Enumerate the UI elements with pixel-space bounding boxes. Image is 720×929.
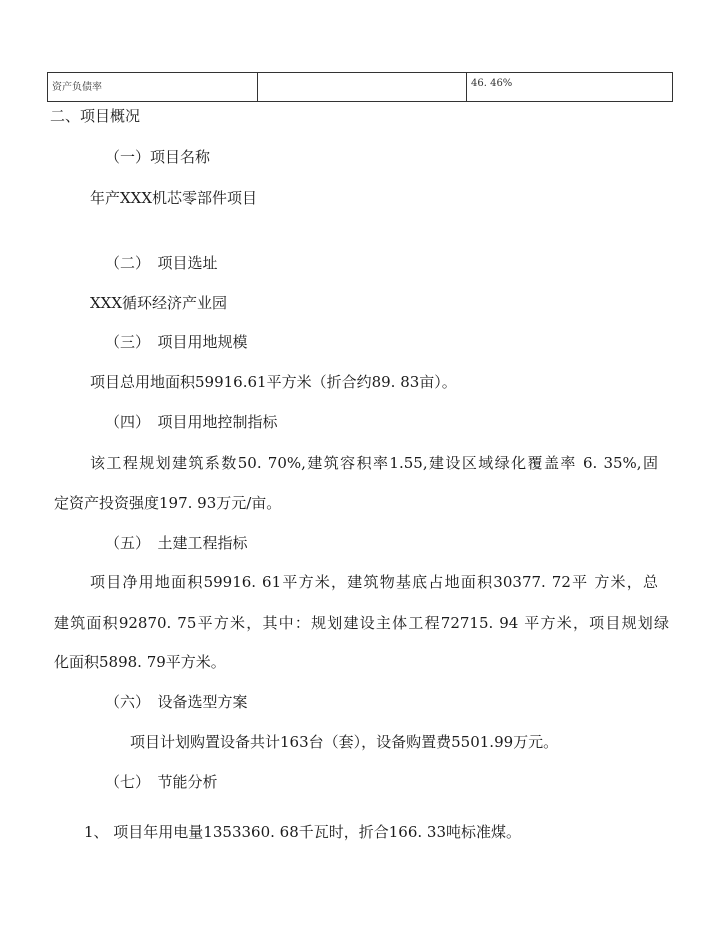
section-title: 二、项目概况 bbox=[50, 107, 141, 125]
table-cell-value: 46. 46% bbox=[467, 73, 673, 102]
energy-text: 1、 项目年用电量1353360. 68千瓦时，折合166. 33吨标准煤。 bbox=[84, 823, 521, 841]
table-row bbox=[48, 73, 673, 102]
civil-indicators-line-2: 建筑面积92870. 75平方米，其中：规划建设主体工程72715. 94 平方米，项目规划绿 bbox=[54, 614, 669, 632]
heading-land-scale: （三） 项目用地规模 bbox=[105, 333, 248, 351]
civil-indicators-line-3: 化面积5898. 79平方米。 bbox=[54, 653, 226, 671]
civil-indicators-line-1: 项目净用地面积59916. 61平方米，建筑物基底占地面积30377. 72平 方米，总 bbox=[90, 573, 658, 591]
heading-project-name: （一）项目名称 bbox=[105, 148, 211, 166]
heading-project-site: （二） 项目选址 bbox=[105, 254, 218, 272]
land-indicators-line-1: 该工程规划建筑系数50. 70%,建筑容积率1.55,建设区域绿化覆盖率 6. 35%,固 bbox=[90, 454, 658, 472]
land-scale-text: 项目总用地面积59916.61平方米（折合约89. 83亩）。 bbox=[90, 373, 457, 391]
heading-land-indicators: （四） 项目用地控制指标 bbox=[105, 413, 278, 431]
project-site-text: XXX循环经济产业园 bbox=[90, 294, 228, 312]
table-cell-empty bbox=[258, 73, 467, 102]
land-indicators-line-2: 定资产投资强度197. 93万元/亩。 bbox=[54, 494, 282, 512]
equipment-text: 项目计划购置设备共计163台（套），设备购置费5501.99万元。 bbox=[130, 733, 559, 751]
table-cell-label: 资产负债率 bbox=[48, 73, 258, 102]
financial-table bbox=[47, 72, 673, 102]
project-name-text: 年产XXX机芯零部件项目 bbox=[90, 189, 258, 207]
heading-civil-indicators: （五） 土建工程指标 bbox=[105, 534, 248, 552]
heading-energy: （七） 节能分析 bbox=[105, 773, 218, 791]
heading-equipment: （六） 设备选型方案 bbox=[105, 693, 248, 711]
